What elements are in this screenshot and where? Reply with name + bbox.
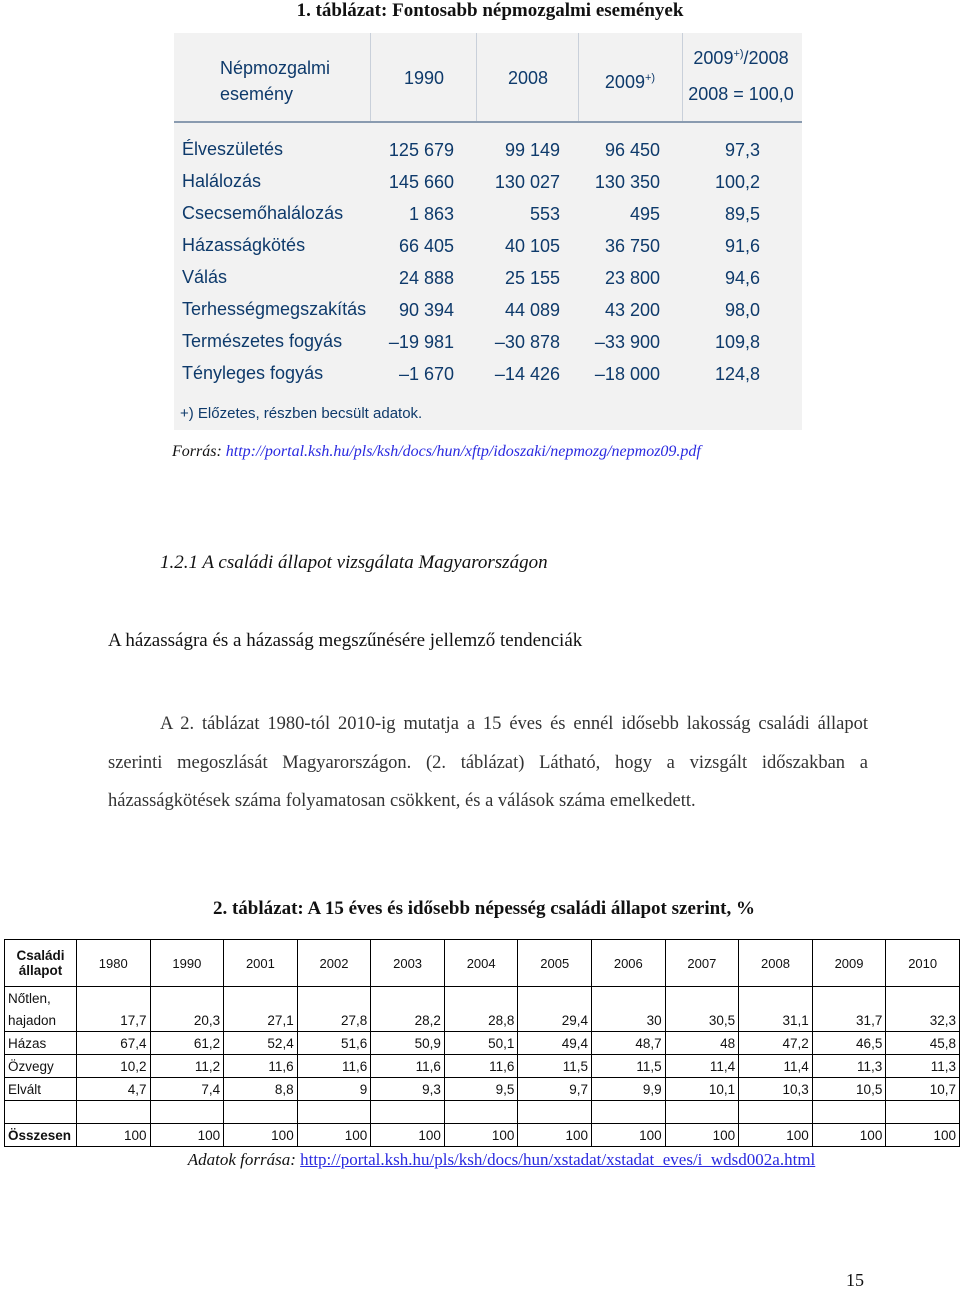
table1-cell-2009: 495 [629,204,660,224]
table2-cell: 11,3 [886,1055,960,1078]
table2-cell: 27,1 [224,1009,298,1032]
table2-header-year: 2002 [297,940,371,987]
table2-header-label: Családi állapot [5,940,77,987]
table1-divider [578,33,579,121]
table2-header-year: 1980 [76,940,150,987]
table1-cell-2009: 96 450 [604,140,660,160]
section-heading: 1.2.1 A családi állapot vizsgálata Magyarországon [160,552,548,573]
page-number: 15 [846,1270,864,1290]
table1-header-ratio-sup: +) [733,48,744,60]
table2-cell: 61,2 [150,1032,224,1055]
table2-cell: 17,7 [76,1009,150,1032]
table1-cell-1990: 90 394 [398,300,454,320]
table2-row [5,1009,960,1032]
table1-row-label: Tényleges fogyás [182,363,324,383]
table2-cell: 11,2 [150,1055,224,1078]
table2-cell: 46,5 [812,1032,886,1055]
table1-header-label-line1: Népmozgalmi [220,58,331,78]
table1-cell-2008: 553 [529,204,560,224]
table2-header-year: 2003 [371,940,445,987]
table2-cell: 27,8 [297,1009,371,1032]
table2-cell: 29,4 [518,1009,592,1032]
table2-source [0,1150,960,1170]
table2-cell: 30,5 [665,1009,739,1032]
table2-header-year: 2010 [886,940,960,987]
table2-empty-cell [5,1101,77,1124]
table2-total-cell: 100 [886,1124,960,1147]
table1-header-ratio-tail: /2008 [743,48,789,68]
table1-cell-1990: 66 405 [398,236,454,256]
table2-row-label: Nőtlen, [5,987,77,1010]
table2-empty-cell [444,1101,518,1124]
table2-cell: 7,4 [150,1078,224,1101]
table2-empty-cell [739,1101,813,1124]
table2-cell: 48,7 [592,1032,666,1055]
table1-cell-2009: 23 800 [604,268,660,288]
table2-cell [592,987,666,1010]
table1-row [174,295,802,325]
table2-total-cell: 100 [518,1124,592,1147]
table2-row-label: Elvált [5,1078,77,1101]
table1-row [174,231,802,261]
table2-empty-cell [812,1101,886,1124]
table2-total-cell: 100 [224,1124,298,1147]
table2-cell: 11,4 [665,1055,739,1078]
table2-empty-cell [665,1101,739,1124]
table1-header-label [220,55,370,107]
table1-title: 1. táblázat: Fontosabb népmozgalmi események [296,0,684,21]
table2-cell [739,987,813,1010]
table2-header-year: 2009 [812,940,886,987]
table2-cell: 4,7 [76,1078,150,1101]
table2-cell: 11,3 [812,1055,886,1078]
table2-cell: 9,9 [592,1078,666,1101]
table2-header-year: 2001 [224,940,298,987]
table1-cell-2008: 130 027 [494,172,560,192]
table2-total-cell: 100 [592,1124,666,1147]
table1-header-1990: 1990 [403,68,445,88]
table2-row-label: Házas [5,1032,77,1055]
table2-cell [444,987,518,1010]
table1-cell-1990: 1 863 [408,204,454,224]
table1-cell-1990: 24 888 [398,268,454,288]
table1-header-2008: 2008 [507,68,549,88]
table2-spacer-row [5,1101,960,1124]
table2-empty-cell [371,1101,445,1124]
table2-cell: 49,4 [518,1032,592,1055]
table1-cell-2008: 99 149 [504,140,560,160]
table1-row [174,263,802,293]
table1-header-ratio [688,39,794,109]
table2-total-cell: 100 [739,1124,813,1147]
table1-cell-ratio: 98,0 [724,300,760,320]
table1-row [174,167,802,197]
table2-empty-cell [518,1101,592,1124]
table2-row-label: hajadon [5,1009,77,1032]
table2-cell: 20,3 [150,1009,224,1032]
table1-cell-2008: 25 155 [504,268,560,288]
table1-divider [682,33,683,121]
table1-cell-2008: –30 878 [494,332,560,352]
table2-row-label: Özvegy [5,1055,77,1078]
table2-header-year: 2004 [444,940,518,987]
table2-title: 2. táblázat: A 15 éves és idősebb népesség családi állapot szerint, % [212,898,756,919]
table1-header-2009 [590,65,670,95]
table2-cell [518,987,592,1010]
table2-cell [665,987,739,1010]
table2-cell [150,987,224,1010]
table1-row-label: Csecsemőhalálozás [182,203,344,223]
table1-header-label-line2: esemény [220,84,294,104]
table2-empty-cell [76,1101,150,1124]
table2-cell [812,987,886,1010]
table1-header-2009-sup: +) [644,72,656,84]
table2-row [5,1032,960,1055]
table1-cell-ratio: 100,2 [714,172,760,192]
table1-footnote: +) Előzetes, részben becsült adatok. [180,405,423,422]
table2-cell: 31,7 [812,1009,886,1032]
table1-row-label: Élveszületés [182,139,284,159]
table1-cell-ratio: 97,3 [724,140,760,160]
table1-cell-ratio: 94,6 [724,268,760,288]
table1-row [174,327,802,357]
table2-cell: 9,3 [371,1078,445,1101]
table2-header-year: 2007 [665,940,739,987]
table1-cell-2009: –33 900 [594,332,660,352]
table1-cell-2008: 40 105 [504,236,560,256]
table1-cell-2008: 44 089 [504,300,560,320]
table2-cell: 45,8 [886,1032,960,1055]
table2-total-cell: 100 [297,1124,371,1147]
table2-cell [886,987,960,1010]
table2-empty-cell [224,1101,298,1124]
table2-cell: 9,5 [444,1078,518,1101]
table1-row [174,135,802,165]
table1-header-ratio-line1 [688,39,794,73]
table1-cell-ratio: 109,8 [714,332,760,352]
table1-header-ratio-line2: 2008 = 100,0 [688,84,794,104]
table2-cell [224,987,298,1010]
table1-cell-1990: –19 981 [388,332,454,352]
table1-row-label: Halálozás [182,171,262,191]
source-prefix: Adatok forrása: [187,1150,301,1169]
table2-cell: 30 [592,1009,666,1032]
table2-cell: 10,3 [739,1078,813,1101]
table2-cell: 11,6 [371,1055,445,1078]
table1-header [174,33,802,121]
table2-cell: 47,2 [739,1032,813,1055]
table2-total-row [5,1124,960,1147]
source-link[interactable]: http://portal.ksh.hu/pls/ksh/docs/hun/xstadat/xstadat_eves/i_wdsd002a.html [300,1150,816,1169]
table1-divider [476,33,477,121]
table2-cell [371,987,445,1010]
table2-cell: 11,6 [224,1055,298,1078]
table1-header-ratio-year: 2009 [693,48,734,68]
table1-cell-2009: 43 200 [604,300,660,320]
paragraph-text: A 2. táblázat 1980-tól 2010-ig mutatja a 15 éves és ennél idősebb lakosság családi állapot szerinti megoszlását Magyarországon. (2. táblázat) Látható, hogy a vizsgált időszakban a házasságkötések száma folyamatosan csökkent, és a válások száma emelkedett. [108,714,868,811]
table2-empty-cell [297,1101,371,1124]
table2-total-cell: 100 [150,1124,224,1147]
table2-cell: 50,9 [371,1032,445,1055]
table2 [4,939,960,1147]
table2-row [5,1055,960,1078]
table2-total-cell: 100 [76,1124,150,1147]
table2-cell: 48 [665,1032,739,1055]
table2-cell: 28,2 [371,1009,445,1032]
table2-total-label: Összesen [5,1124,77,1147]
table2-cell: 67,4 [76,1032,150,1055]
table2-header-year: 1990 [150,940,224,987]
source-prefix: Forrás: [172,443,226,460]
table2-header-year: 2008 [739,940,813,987]
table2-empty-cell [886,1101,960,1124]
table2-total-cell: 100 [444,1124,518,1147]
table1-header-rule [174,121,802,123]
table2-cell: 28,8 [444,1009,518,1032]
table2-empty-cell [592,1101,666,1124]
table2-cell [76,987,150,1010]
table1-cell-2009: 130 350 [594,172,660,192]
body-paragraph [108,705,868,821]
table1-row-label: Természetes fogyás [182,331,343,351]
table1-row [174,199,802,229]
table1-cell-ratio: 89,5 [724,204,760,224]
table2-total-cell: 100 [665,1124,739,1147]
table1-cell-1990: –1 670 [398,364,454,384]
table1-source [172,443,701,461]
source-link[interactable]: http://portal.ksh.hu/pls/ksh/docs/hun/xftp/idoszaki/nepmozg/nepmoz09.pdf [225,443,701,460]
table2-header-row [5,940,960,987]
table2-header-year: 2006 [592,940,666,987]
table2-header-year: 2005 [518,940,592,987]
table1-row [174,359,802,389]
table2-cell: 32,3 [886,1009,960,1032]
table2-cell: 8,8 [224,1078,298,1101]
table2-cell: 11,6 [297,1055,371,1078]
table1-cell-ratio: 91,6 [724,236,760,256]
table2-cell: 10,2 [76,1055,150,1078]
table2-row [5,1078,960,1101]
table2-empty-cell [150,1101,224,1124]
table1-cell-2008: –14 426 [494,364,560,384]
table1-header-2009-year: 2009 [604,72,645,92]
table2-total-cell: 100 [371,1124,445,1147]
table2-cell: 11,5 [518,1055,592,1078]
table2-total-cell: 100 [812,1124,886,1147]
subheading: A házasságra és a házasság megszűnésére jellemző tendenciák [108,630,583,651]
table2-cell: 9 [297,1078,371,1101]
table1-cell-1990: 125 679 [388,140,454,160]
table2-cell: 10,5 [812,1078,886,1101]
table2-cell: 52,4 [224,1032,298,1055]
table2-cell: 11,4 [739,1055,813,1078]
table1-cell-2009: –18 000 [594,364,660,384]
table1-cell-2009: 36 750 [604,236,660,256]
table1-row-label: Terhességmegszakítás [182,299,367,319]
table1-cell-1990: 145 660 [388,172,454,192]
table1-row-label: Válás [182,267,228,287]
table2-cell: 11,6 [444,1055,518,1078]
table2-cell: 10,7 [886,1078,960,1101]
table2-cell: 50,1 [444,1032,518,1055]
table1-image [174,33,802,430]
table1-cell-ratio: 124,8 [714,364,760,384]
table1-row-label: Házasságkötés [182,235,306,255]
table1-divider [370,33,371,121]
table2-cell: 9,7 [518,1078,592,1101]
table2-cell: 10,1 [665,1078,739,1101]
table2-row [5,987,960,1010]
table2-cell: 51,6 [297,1032,371,1055]
table2-cell: 11,5 [592,1055,666,1078]
table2-cell [297,987,371,1010]
table2-cell: 31,1 [739,1009,813,1032]
